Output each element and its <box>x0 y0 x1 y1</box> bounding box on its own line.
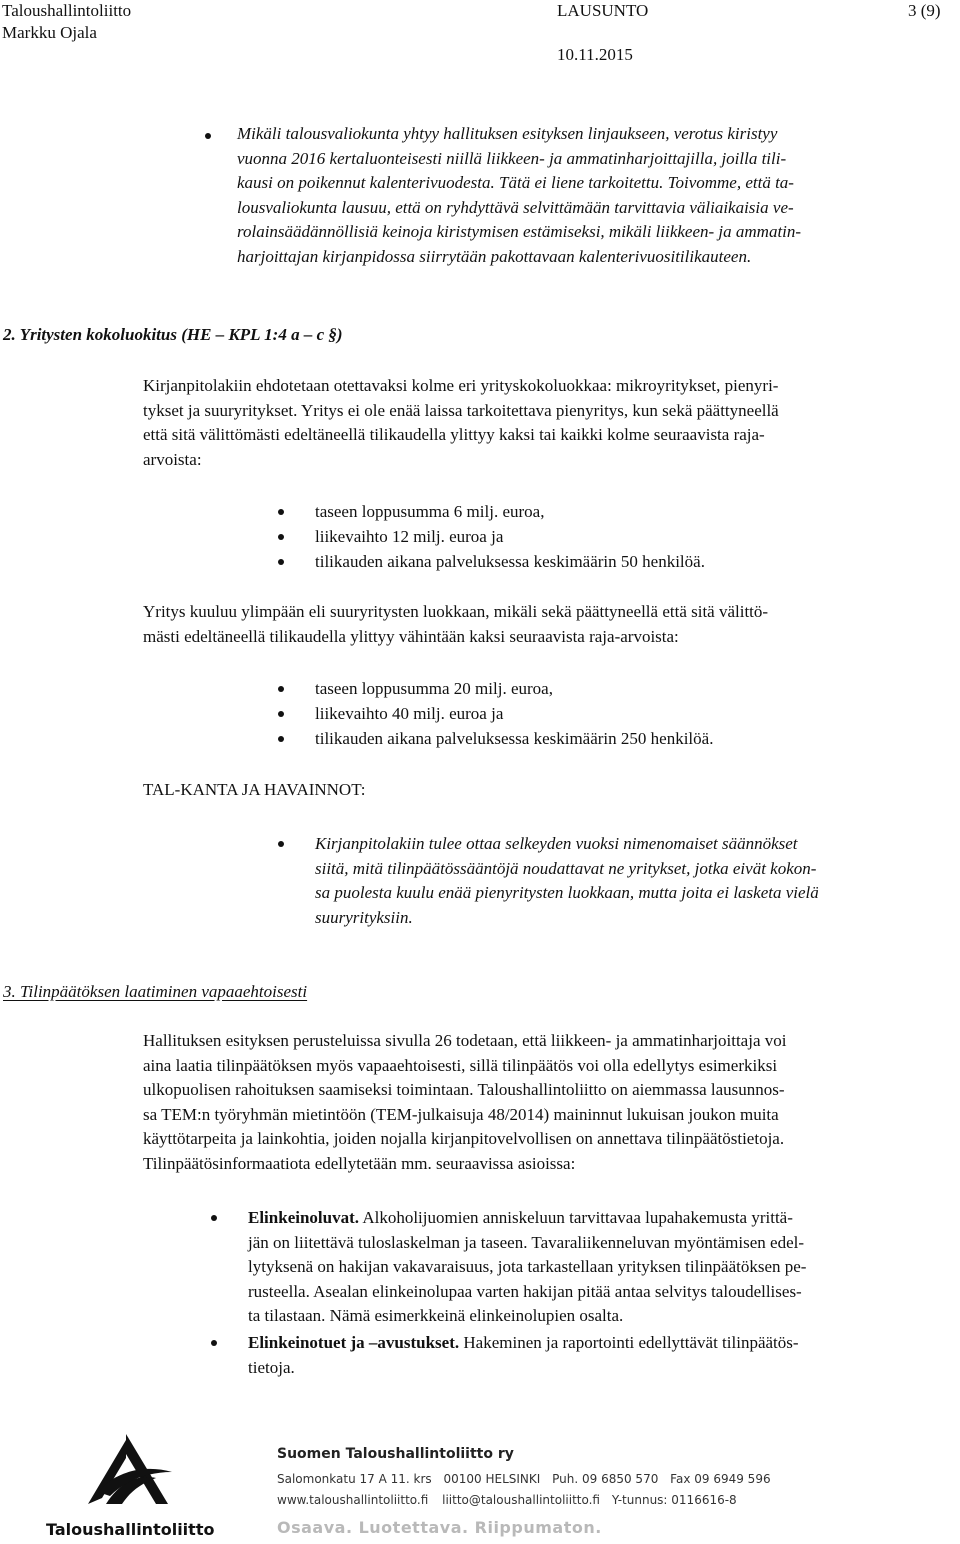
bullet-2-line: tietoja. <box>248 1357 295 1377</box>
paragraph-line: Tilinpäätösinformaatiota edellytetään mm. seuraavissa asioissa: <box>143 1153 576 1173</box>
header-doc-type: LAUSUNTO <box>557 1 649 20</box>
list-item-text: tilikauden aikana palveluksessa keskimäärin 250 henkilöä. <box>315 729 714 748</box>
bullet-1-bold: Elinkeinoluvat. <box>248 1208 360 1227</box>
intro-line: rolainsäädännöllisiä keinoja kiristymisen estämiseksi, mikäli liikkeen- ja ammatin- <box>237 222 802 242</box>
intro-bullet-text <box>237 122 957 270</box>
footer-contact-row <box>277 1493 737 1507</box>
logo-mark-icon <box>40 1432 210 1518</box>
intro-line: vuonna 2016 kertaluonteisesti niillä liikkeen- ja ammatinharjoittajilla, joilla tili- <box>237 148 787 168</box>
paragraph-line: sa TEM:n työryhmän mietintöön (TEM-julkaisuja 48/2014) maininnut lukuisan joukon muita <box>143 1104 779 1124</box>
tal-bullet-text <box>315 832 819 930</box>
tal-line: sa puolesta kuulu enää pienyritysten luokkaan, mutta joita ei lasketa vielä <box>315 883 819 903</box>
section-2-paragraph-2 <box>143 600 768 649</box>
section-2-heading: 2. Yritysten kokoluokitus (HE – KPL 1:4 a – c §) <box>3 325 343 344</box>
bullet-dot <box>211 1215 217 1221</box>
header-author: Markku Ojala <box>2 23 97 42</box>
bullet-2-text <box>248 1331 799 1380</box>
bullet-1-line: rusteella. Asealan elinkeinolupaa varten hakijan pitää antaa selvitys taloudellises- <box>248 1281 802 1301</box>
footer-address-row <box>277 1472 771 1486</box>
list-item-text: liikevaihto 12 milj. euroa ja <box>315 527 504 546</box>
intro-line: Mikäli talousvaliokunta yhtyy hallituksen esityksen linjaukseen, verotus kiristyy <box>237 124 778 143</box>
bullet-dot <box>278 686 284 692</box>
paragraph-line: Kirjanpitolakiin ehdotetaan otettavaksi kolme eri yrityskokoluokkaa: mikroyritykset, pienyri- <box>143 376 779 395</box>
footer-org-name: Suomen Taloushallintoliitto ry <box>277 1446 514 1462</box>
paragraph-line: Hallituksen esityksen perusteluissa sivulla 26 todetaan, että liikkeen- ja ammatinharjoittaja voi <box>143 1031 787 1050</box>
bullet-dot <box>278 841 284 847</box>
bullet-1-line: jän on liitettävä tuloslaskelman ja taseen. Tavaraliikenneluvan myöntämisen edel- <box>248 1232 805 1252</box>
bullet-2-bold: Elinkeinotuet ja –avustukset. <box>248 1333 460 1352</box>
tal-kanta-heading: TAL-KANTA JA HAVAINNOT: <box>143 780 366 799</box>
section-3-paragraph <box>143 1029 786 1177</box>
bullet-dot <box>211 1340 217 1346</box>
bullet-dot <box>278 559 284 565</box>
header-date: 10.11.2015 <box>557 45 633 64</box>
bullet-dot <box>278 534 284 540</box>
bullet-2-line: Hakeminen ja raportointi edellyttävät tilinpäätös- <box>459 1333 799 1352</box>
header-page-number: 3 (9) <box>908 1 941 20</box>
footer-ytunnus: Y-tunnus: 0116616-8 <box>611 1493 737 1507</box>
paragraph-line: aina laatia tilinpäätöksen myös vapaaehtoisesti, sillä tilinpäätös voi olla edellytys esimerkiksi <box>143 1055 778 1075</box>
bullet-dot <box>278 509 284 515</box>
paragraph-line: arvoista: <box>143 449 202 469</box>
bullet-1-text <box>248 1206 806 1329</box>
paragraph-line: ulkopuolisen rahoituksen saamiseksi toimintaan. Taloushallintoliitto on aiemmassa lausunnos- <box>143 1080 785 1100</box>
list-item-text: tilikauden aikana palveluksessa keskimäärin 50 henkilöä. <box>315 552 705 571</box>
footer-email-link[interactable]: liitto@taloushallintoliitto.fi <box>442 1493 600 1507</box>
bullet-dot <box>278 711 284 717</box>
intro-line: kausi on poikennut kalenterivuodesta. Tätä ei liene tarkoitettu. Toivomme, että ta- <box>237 173 794 193</box>
tal-line: suuryrityksiin. <box>315 907 413 927</box>
footer-phone: Puh. 09 6850 570 <box>552 1472 659 1486</box>
footer-address: Salomonkatu 17 A 11. krs <box>277 1472 432 1486</box>
bullet-1-line: ta tilastaan. Nämä esimerkkeinä elinkeinolupien osalta. <box>248 1306 624 1326</box>
bullet-1-line: lytyksenä on hakijan vakavaraisuus, jota tarkastellaan yrityksen tilinpäätöksen pe- <box>248 1257 807 1277</box>
paragraph-line: mästi edeltäneellä tilikaudella ylittyy vähintään kaksi seuraavista raja-arvoista: <box>143 626 679 646</box>
section-2-paragraph-1 <box>143 374 779 472</box>
paragraph-line: käyttötarpeita ja lainkohtia, joiden nojalla kirjanpitovelvollisen on annettava tilinpäätöstietoja. <box>143 1129 785 1149</box>
footer-website-link[interactable]: www.taloushallintoliitto.fi <box>277 1493 429 1507</box>
footer-fax: Fax 09 6949 596 <box>670 1472 771 1486</box>
bullet-dot <box>205 133 211 139</box>
footer-logo <box>40 1432 215 1544</box>
footer-logo-text: Taloushallintoliitto <box>46 1520 215 1539</box>
tal-line: Kirjanpitolakiin tulee ottaa selkeyden vuoksi nimenomaiset säännökset <box>315 834 798 853</box>
intro-line: lousvaliokunta lausuu, että on ryhdyttävä selvittämään tarvittavia väliaikaisia ve- <box>237 197 794 217</box>
intro-line: harjoittajan kirjanpidossa siirrytään pakottavaan kalenterivuositilikauteen. <box>237 246 752 266</box>
list-item-text: taseen loppusumma 6 milj. euroa, <box>315 502 545 521</box>
footer-postal: 00100 HELSINKI <box>443 1472 541 1486</box>
paragraph-line: tykset ja suuryritykset. Yritys ei ole enää laissa tarkoitettava pienyritys, kun sekä päättyneellä <box>143 400 779 420</box>
list-item-text: liikevaihto 40 milj. euroa ja <box>315 704 504 723</box>
section-3-heading: 3. Tilinpäätöksen laatiminen vapaaehtoisesti <box>3 982 308 1001</box>
footer-slogan: Osaava. Luotettava. Riippumaton. <box>277 1518 602 1537</box>
list-item-text: taseen loppusumma 20 milj. euroa, <box>315 679 553 698</box>
paragraph-line: Yritys kuuluu ylimpään eli suuryritysten luokkaan, mikäli sekä päättyneellä että sitä välittö- <box>143 602 769 621</box>
bullet-dot <box>278 736 284 742</box>
bullet-1-line: Alkoholijuomien anniskeluun tarvittavaa lupahakemusta yrittä- <box>359 1208 793 1227</box>
tal-line: siitä, mitä tilinpäätössääntöjä noudattavat ne yritykset, jotka eivät kokon- <box>315 858 817 878</box>
header-org: Taloushallintoliitto <box>2 1 132 20</box>
paragraph-line: että sitä välittömästi edeltäneellä tilikaudella ylittyy kaksi tai kaikki kolme seuraavista raja- <box>143 425 765 445</box>
